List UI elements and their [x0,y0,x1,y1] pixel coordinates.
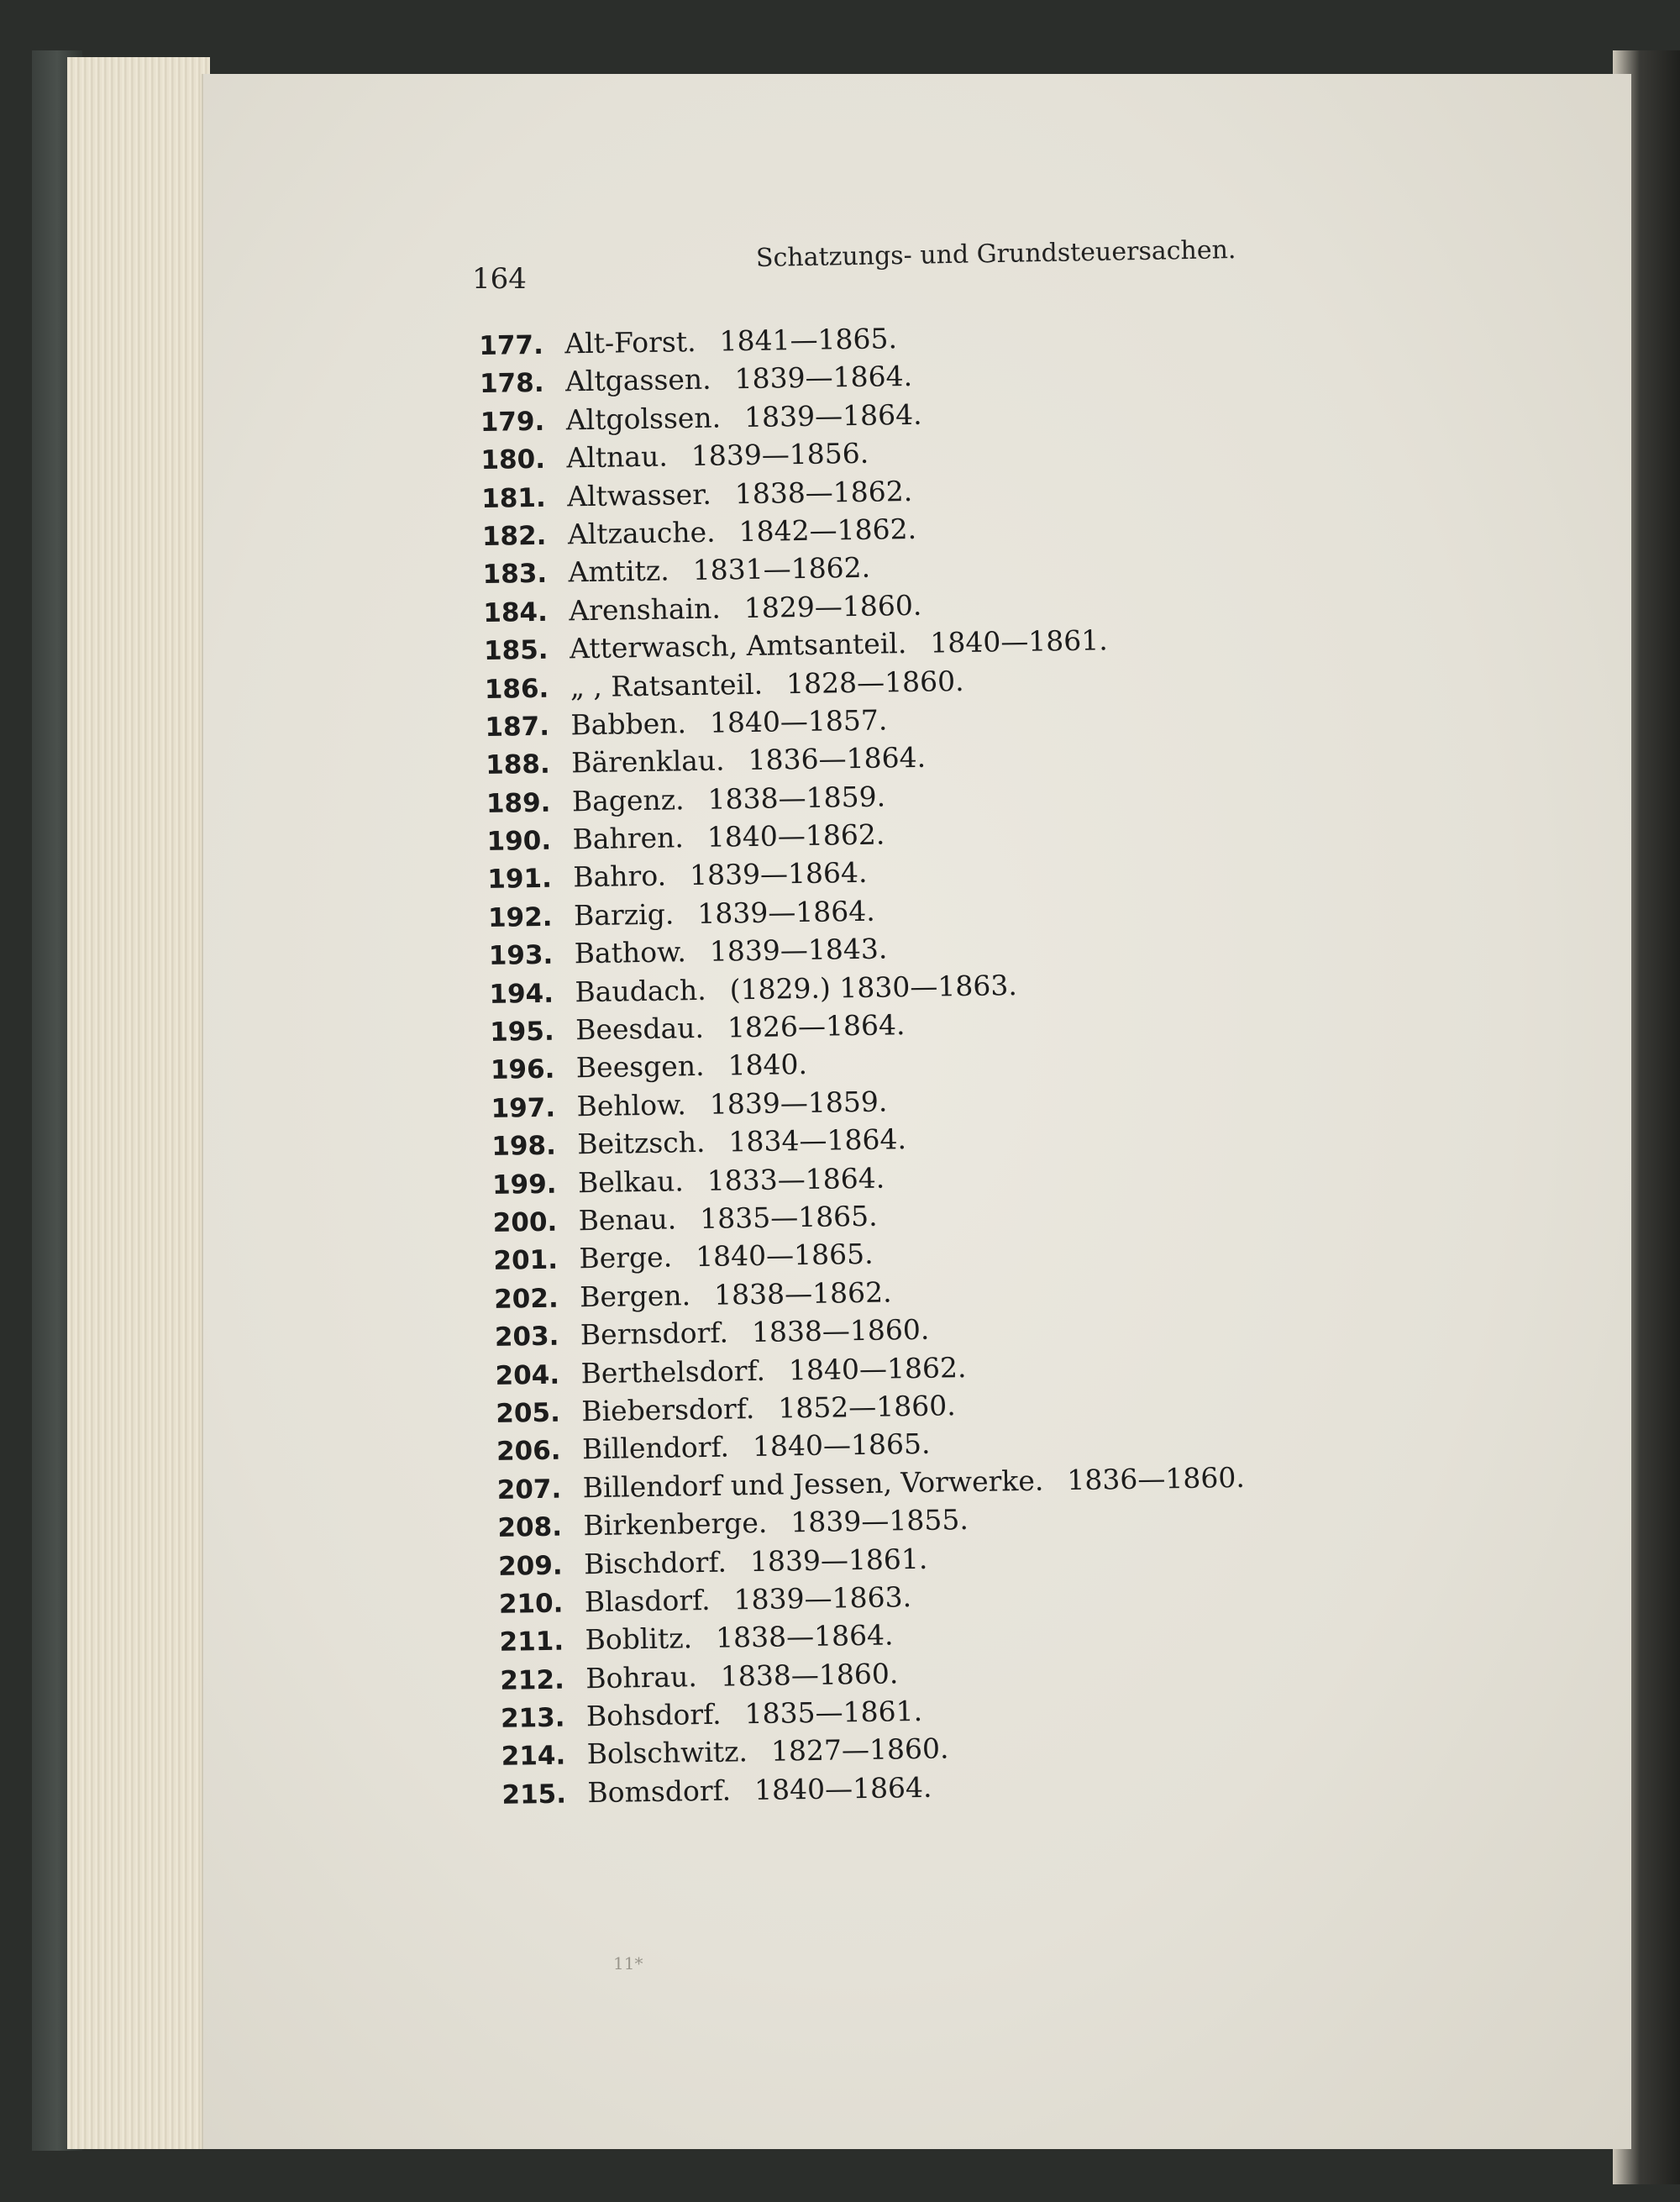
entry-place: Bärenklau. [570,744,725,780]
entry-place: Berge. [579,1240,673,1275]
entry-place: Belkau. [577,1164,685,1199]
entry-list [479,314,1250,1813]
entry-years: 1840—1865. [695,1238,874,1274]
entry-place: Bernsdorf. [580,1316,729,1352]
entry-years: 1841—1865. [719,322,898,358]
entry-years: 1829—1860. [743,588,922,624]
entry-place: Baudach. [575,973,706,1008]
entry-number: 183. [482,559,548,591]
page-edges [67,57,210,2149]
entry-number: 199. [491,1169,557,1201]
signature-mark: 11* [613,1953,643,1973]
entry-years: 1831—1862. [692,551,871,587]
entry-years: 1835—1865. [699,1199,878,1235]
entry-number: 185. [483,634,549,667]
entry-number: 190. [486,825,552,858]
entry-number: 179. [480,406,545,438]
entry-number: 209. [497,1550,563,1582]
entry-place: Arenshain. [569,591,722,628]
entry-place: Bomsdorf. [587,1774,732,1810]
entry-place: Beitzsch. [577,1126,706,1161]
entry-place: Alt-Forst. [564,324,696,360]
entry-number: 204. [495,1359,560,1391]
entry-place: Beesdau. [575,1011,705,1047]
entry-place: Atterwasch, Amtsanteil. [569,627,907,665]
entry-years: 1838—1864. [715,1618,894,1655]
entry-number: 182. [481,520,547,552]
entry-place: Blasdorf. [584,1583,711,1619]
entry-place: Bagenz. [571,782,685,818]
entry-years: 1840—1861. [929,623,1109,660]
entry-place: Bohsdorf. [585,1697,722,1733]
entry-place: Beesgen. [575,1049,705,1085]
entry-number: 214. [501,1741,566,1773]
entry-years: 1839—1863. [733,1579,912,1616]
entry-number: 193. [488,939,554,972]
entry-number: 202. [493,1283,559,1315]
entry-number: 196. [490,1054,555,1086]
entry-years: 1840—1857. [709,703,888,739]
entry-years: 1836—1864. [748,741,927,777]
entry-number: 181. [480,482,547,514]
entry-years: 1838—1860. [720,1657,899,1693]
entry-years: 1834—1864. [728,1122,907,1159]
entry-years: 1839—1843. [709,932,888,969]
entry-years: 1840—1862. [706,817,885,854]
entry-place: „ , Ratsanteil. [570,667,764,703]
entry-years: 1838—1860. [751,1312,930,1349]
entry-number: 201. [493,1245,559,1277]
entry-place: Bahro. [573,859,667,894]
entry-number: 213. [500,1702,565,1734]
entry-place: Altnau. [566,439,669,475]
entry-years: 1836—1860. [1067,1460,1246,1496]
entry-place: Bergen. [579,1278,691,1314]
entry-place: Bathow. [574,935,687,970]
entry-place: Altwasser. [566,477,712,512]
entry-number: 207. [496,1474,562,1506]
entry-place: Bahren. [572,821,685,856]
entry-place: Altgolssen. [565,401,722,437]
entry-years: 1826—1864. [727,1008,906,1044]
entry-place: Benau. [578,1202,677,1238]
entry-number: 206. [496,1435,561,1468]
entry-place: Altzauche. [567,515,716,551]
entry-years: 1842—1862. [738,512,917,549]
entry-years: 1828—1860. [785,664,964,700]
entry-place: Billendorf und Jessen, Vorwerke. [582,1464,1044,1504]
entry-years: 1833—1864. [706,1161,885,1197]
entry-number: 192. [487,901,553,933]
entry-place: Biebersdorf. [580,1391,755,1428]
entry-place: Birkenberge. [583,1506,768,1542]
entry-years: 1839—1864. [743,397,922,434]
entry-place: Berthelsdorf. [580,1353,766,1390]
entry-number: 203. [494,1321,559,1353]
entry-years: 1838—1859. [707,780,886,816]
entry-number: 205. [496,1397,561,1429]
entry-place: Altgassen. [564,363,711,398]
entry-number: 210. [498,1588,564,1620]
entry-years: 1838—1862. [734,474,913,510]
entry-years: 1852—1860. [777,1389,957,1425]
entry-years: 1839—1864. [696,894,876,930]
entry-years: 1827—1860. [770,1732,949,1768]
entry-place: Bolschwitz. [586,1735,748,1771]
entry-years: 1839—1864. [734,360,913,396]
entry-years: 1840—1864. [753,1770,932,1806]
entry-place: Billendorf. [581,1430,730,1466]
entry-number: 180. [480,444,546,476]
entry-place: Amtitz. [568,554,669,589]
entry-number: 191. [487,864,553,896]
entry-place: Behlow. [576,1088,687,1123]
entry-place: Bohrau. [585,1659,698,1695]
entry-years: (1829.) 1830—1863. [729,968,1018,1006]
entry-years: 1835—1861. [744,1694,923,1731]
entry-number: 178. [479,368,544,400]
page-number: 164 [472,262,527,296]
entry-years: 1839—1861. [749,1542,928,1578]
entry-number: 188. [485,749,550,781]
entry-number: 200. [492,1206,558,1238]
entry-place: Boblitz. [585,1621,693,1657]
entry-number: 187. [485,711,550,743]
entry-years: 1840—1862. [788,1350,967,1386]
entry-number: 197. [491,1092,556,1124]
entry-number: 208. [497,1511,563,1543]
entry-number: 198. [491,1130,557,1163]
entry-years: 1839—1856. [690,436,869,473]
entry-place: Bischdorf. [583,1545,727,1580]
entry-number: 184. [483,596,549,628]
entry-number: 177. [479,329,544,361]
entry-number: 195. [489,1016,554,1048]
entry-place: Babben. [570,707,687,742]
entry-years: 1839—1864. [689,856,868,892]
entry-years: 1839—1859. [709,1085,888,1121]
entry-number: 194. [489,978,554,1010]
entry-years: 1840—1865. [752,1427,931,1464]
entry-place: Barzig. [573,897,675,933]
entry-number: 211. [499,1626,564,1658]
entry-number: 186. [484,673,549,705]
entry-number: 189. [486,787,551,819]
running-head: Schatzungs- und Grundsteuersachen. [755,235,1236,273]
entry-number: 215. [501,1779,567,1810]
entry-years: 1840. [727,1048,808,1082]
entry-years: 1838—1862. [713,1275,892,1311]
entry-years: 1839—1855. [790,1503,969,1539]
entry-number: 212. [500,1664,565,1696]
